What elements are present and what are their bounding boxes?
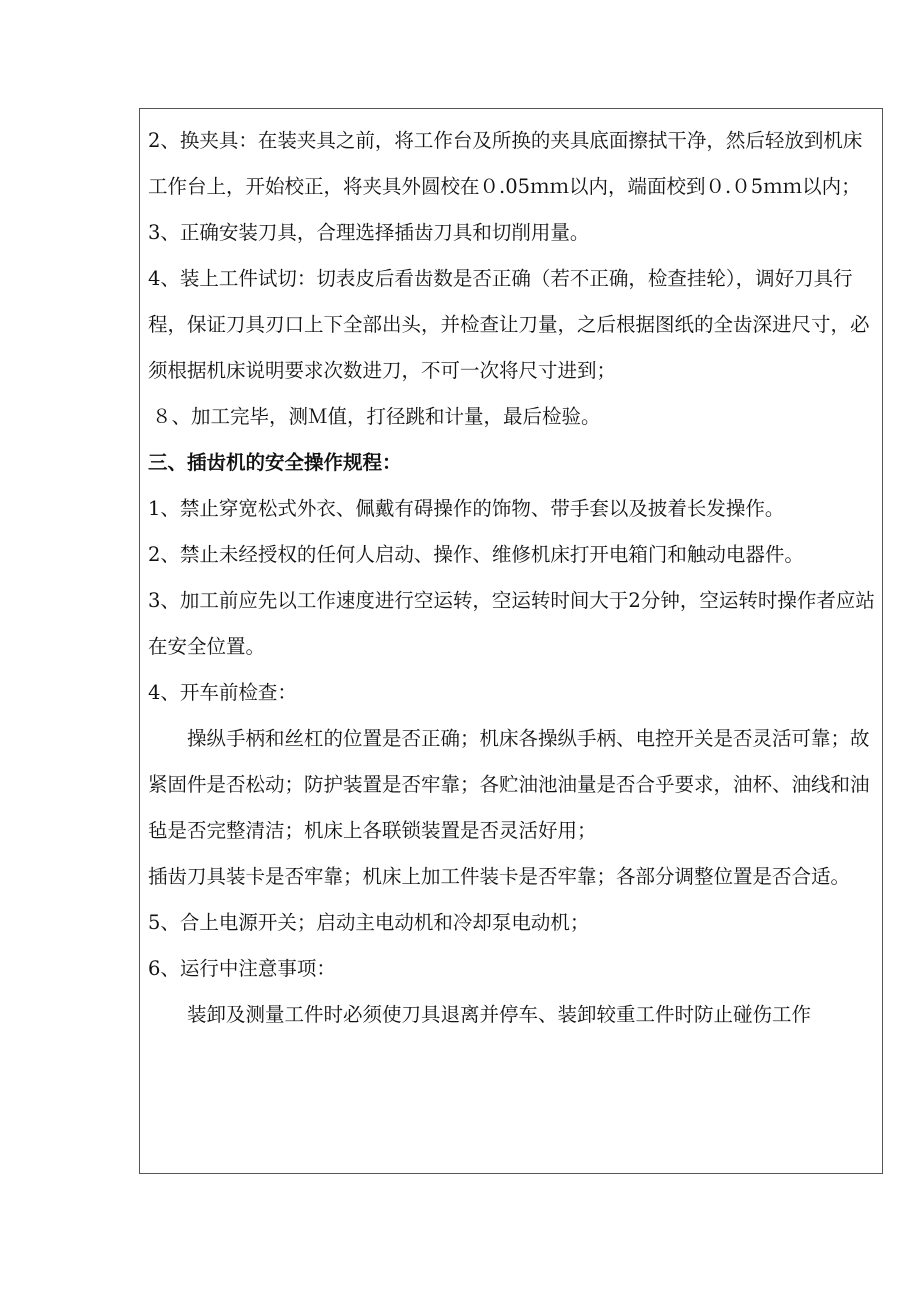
paragraph-authorization-rule: 2、禁止未经授权的任何人启动、操作、维修机床打开电箱门和触动电器件。: [148, 543, 804, 566]
paragraph-clothing-rule: 1、禁止穿宽松式外衣、佩戴有碍操作的饰物、带手套以及披着长发操作。: [148, 497, 785, 520]
paragraph-finish-machining: ８、加工完毕，测Ｍ值，打径跳和计量，最后检验。: [152, 405, 601, 428]
paragraph-running-notes-title: 6、运行中注意事项：: [148, 957, 336, 980]
paragraph-install-tool: 3、正确安装刀具，合理选择插齿刀具和切削用量。: [148, 221, 590, 244]
paragraph-trial-cut: 4、装上工件试切：切表皮后看齿数是否正确（若不正确，检查挂轮），调好刀具行程，保证刀具刃口上下全部出头，并检查让刀量，之后根据图纸的全齿深进尺寸，必须根据机床说明要求次数进刀，不可一次将尺寸进到；: [148, 267, 870, 382]
paragraph-idle-run-rule: 3、加工前应先以工作速度进行空运转，空运转时间大于2分钟，空运转时操作者应站在安全位置。: [148, 589, 875, 658]
paragraph-clamping-check: 插齿刀具装卡是否牢靠；机床上加工件装卡是否牢靠；各部分调整位置是否合适。: [148, 865, 851, 888]
table-cell-frame: [139, 108, 883, 1174]
document-body: [148, 118, 880, 1038]
paragraph-power-on: 5、合上电源开关；启动主电动机和冷却泵电动机；: [148, 911, 590, 934]
paragraph-pre-start-check-items: 操纵手柄和丝杠的位置是否正确；机床各操纵手柄、电控开关是否灵活可靠；故紧固件是否松动；防护装置是否牢靠；各贮油池油量是否合乎要求，油杯、油线和油毡是否完整清洁；机床上各联锁装置是否灵活好用；: [148, 727, 870, 842]
section-heading-safety: 三、插齿机的安全操作规程：: [148, 451, 402, 474]
paragraph-pre-start-check-title: 4、开车前检查：: [148, 681, 297, 704]
paragraph-running-notes-items: 装卸及测量工件时必须使刀具退离并停车、装卸较重工件时防止碰伤工作: [187, 1003, 812, 1026]
paragraph-change-fixture: 2、换夹具：在装夹具之前，将工作台及所换的夹具底面擦拭干净，然后轻放到机床工作台上，开始校正，将夹具外圆校在０.05ｍｍ以内，端面校到０.０5ｍｍ以内；: [148, 129, 863, 198]
